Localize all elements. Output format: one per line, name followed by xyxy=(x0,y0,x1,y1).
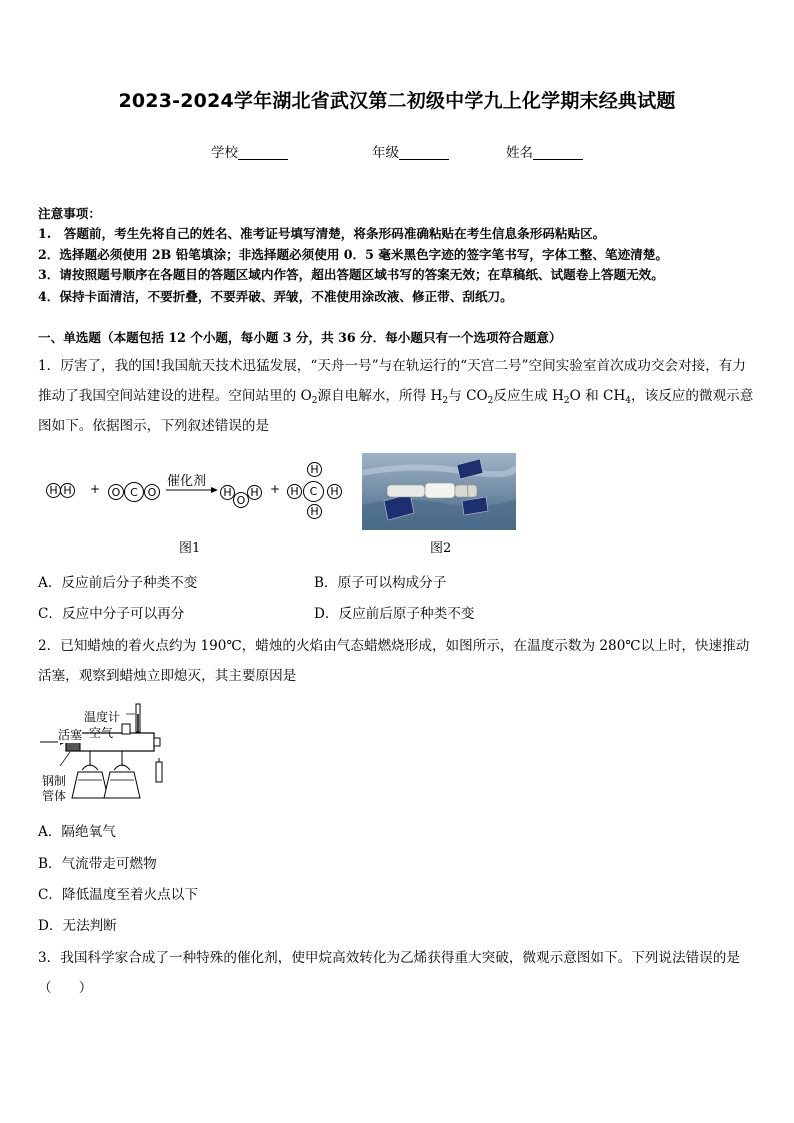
reaction-arrow-icon xyxy=(164,485,220,495)
notes-item: 3．请按照题号顺序在各题目的答题区域内作答，超出答题区域书写的答案无效；在草稿纸、试题卷上答题无效。 xyxy=(38,267,664,282)
piston-label: 活塞 xyxy=(58,728,83,742)
air-label: 空气 xyxy=(89,726,114,740)
page-title: 2023-2024学年湖北省武汉第二初级中学九上化学期末经典试题 xyxy=(118,90,676,112)
hydrogen-atom: H xyxy=(247,485,262,500)
school-label: 学校 xyxy=(211,145,238,161)
tube-label-line2: 管体 xyxy=(42,789,67,803)
q1-option-c[interactable]: C．反应中分子可以再分 xyxy=(38,606,185,622)
hydrogen-atom: H xyxy=(46,483,61,498)
school-blank[interactable] xyxy=(238,145,288,160)
hydrogen-atom: H xyxy=(307,462,322,477)
notes-heading: 注意事项： xyxy=(38,206,101,221)
grade-label: 年级 xyxy=(372,145,399,161)
plus-sign: + xyxy=(90,482,101,496)
plus-sign: + xyxy=(270,482,281,496)
space-station-photo xyxy=(362,453,516,530)
hydrogen-atom: H xyxy=(327,484,342,499)
q1-option-d[interactable]: D．反应前后原子种类不变 xyxy=(314,606,475,622)
name-field[interactable] xyxy=(506,141,583,161)
hydrogen-atom: H xyxy=(220,485,235,500)
section-heading: 一、单选题（本题包括 12 个小题，每小题 3 分，共 36 分．每小题只有一个选项符合题意） xyxy=(38,330,562,345)
grade-field[interactable] xyxy=(372,141,449,161)
name-blank[interactable] xyxy=(533,145,583,160)
name-label: 姓名 xyxy=(506,145,533,161)
grade-blank[interactable] xyxy=(399,145,449,160)
q2-option-b[interactable]: B．气流带走可燃物 xyxy=(38,856,157,872)
q2-option-d[interactable]: D．无法判断 xyxy=(38,918,117,934)
hydrogen-atom: H xyxy=(287,484,302,499)
thermometer-label: 温度计 xyxy=(84,710,121,724)
q2-option-a[interactable]: A．隔绝氧气 xyxy=(38,824,116,840)
reaction-diagram xyxy=(40,458,360,526)
hydrogen-atom: H xyxy=(60,483,75,498)
q1-stem-line2: 推动了我国空间站建设的进程。空间站里的 $O_2$源自电解水，所得 $H_2$与 $CO_2$反应生成 $H_2O$ 和 $CH_4$，该反应的微观示意 xyxy=(38,388,754,406)
school-field[interactable] xyxy=(211,141,288,161)
notes-item: 4．保持卡面清洁，不要折叠，不要弄破、弄皱，不准使用涂改液、修正带、刮纸刀。 xyxy=(38,289,513,304)
q1-stem-line3: 图如下。依据图示，下列叙述错误的是 xyxy=(38,418,270,434)
notes-item: 1. 答题前，考生先将自己的姓名、准考证号填写清楚，将条形码准确粘贴在考生信息条形码粘贴区。 xyxy=(38,226,606,241)
tube-label-line1: 钢制 xyxy=(42,774,67,788)
q1-option-b[interactable]: B．原子可以构成分子 xyxy=(314,575,447,591)
q2-option-c[interactable]: C．降低温度至着火点以下 xyxy=(38,887,198,903)
q2-stem-line1: 2．已知蜡烛的着火点约为 190℃，蜡烛的火焰由气态蜡燃烧形成，如图所示，在温度示数为 280℃以上时，快速推动 xyxy=(38,638,750,654)
figure2-caption: 图2 xyxy=(430,541,452,556)
q3-stem-line1: 3．我国科学家合成了一种特殊的催化剂，使甲烷高效转化为乙烯获得重大突破，微观示意图如下。下列说法错误的是 xyxy=(38,950,740,966)
q1-option-a[interactable]: A．反应前后分子种类不变 xyxy=(38,575,198,591)
catalyst-label: 催化剂 xyxy=(167,474,207,489)
candle-apparatus-diagram xyxy=(38,700,168,808)
hydrogen-atom: H xyxy=(307,504,322,519)
oxygen-atom: O xyxy=(233,492,249,508)
figure1-caption: 图1 xyxy=(179,541,201,556)
q1-stem-line1: 1．厉害了，我的国!我国航天技术迅猛发展，“天舟一号”与在轨运行的“天宫二号”空间实验室首次成功交会对接，有力 xyxy=(38,358,746,374)
oxygen-atom: O xyxy=(108,484,124,500)
carbon-atom: C xyxy=(303,481,324,502)
oxygen-atom: O xyxy=(144,484,160,500)
notes-item: 2．选择题必须使用 2B 铅笔填涂；非选择题必须使用 0．5 毫米黑色字迹的签字笔书写，字体工整、笔迹清楚。 xyxy=(38,247,668,262)
carbon-atom: C xyxy=(124,482,144,502)
q3-stem-line2: （ ） xyxy=(38,980,93,996)
q2-stem-line2: 活塞，观察到蜡烛立即熄灭，其主要原因是 xyxy=(38,668,297,684)
